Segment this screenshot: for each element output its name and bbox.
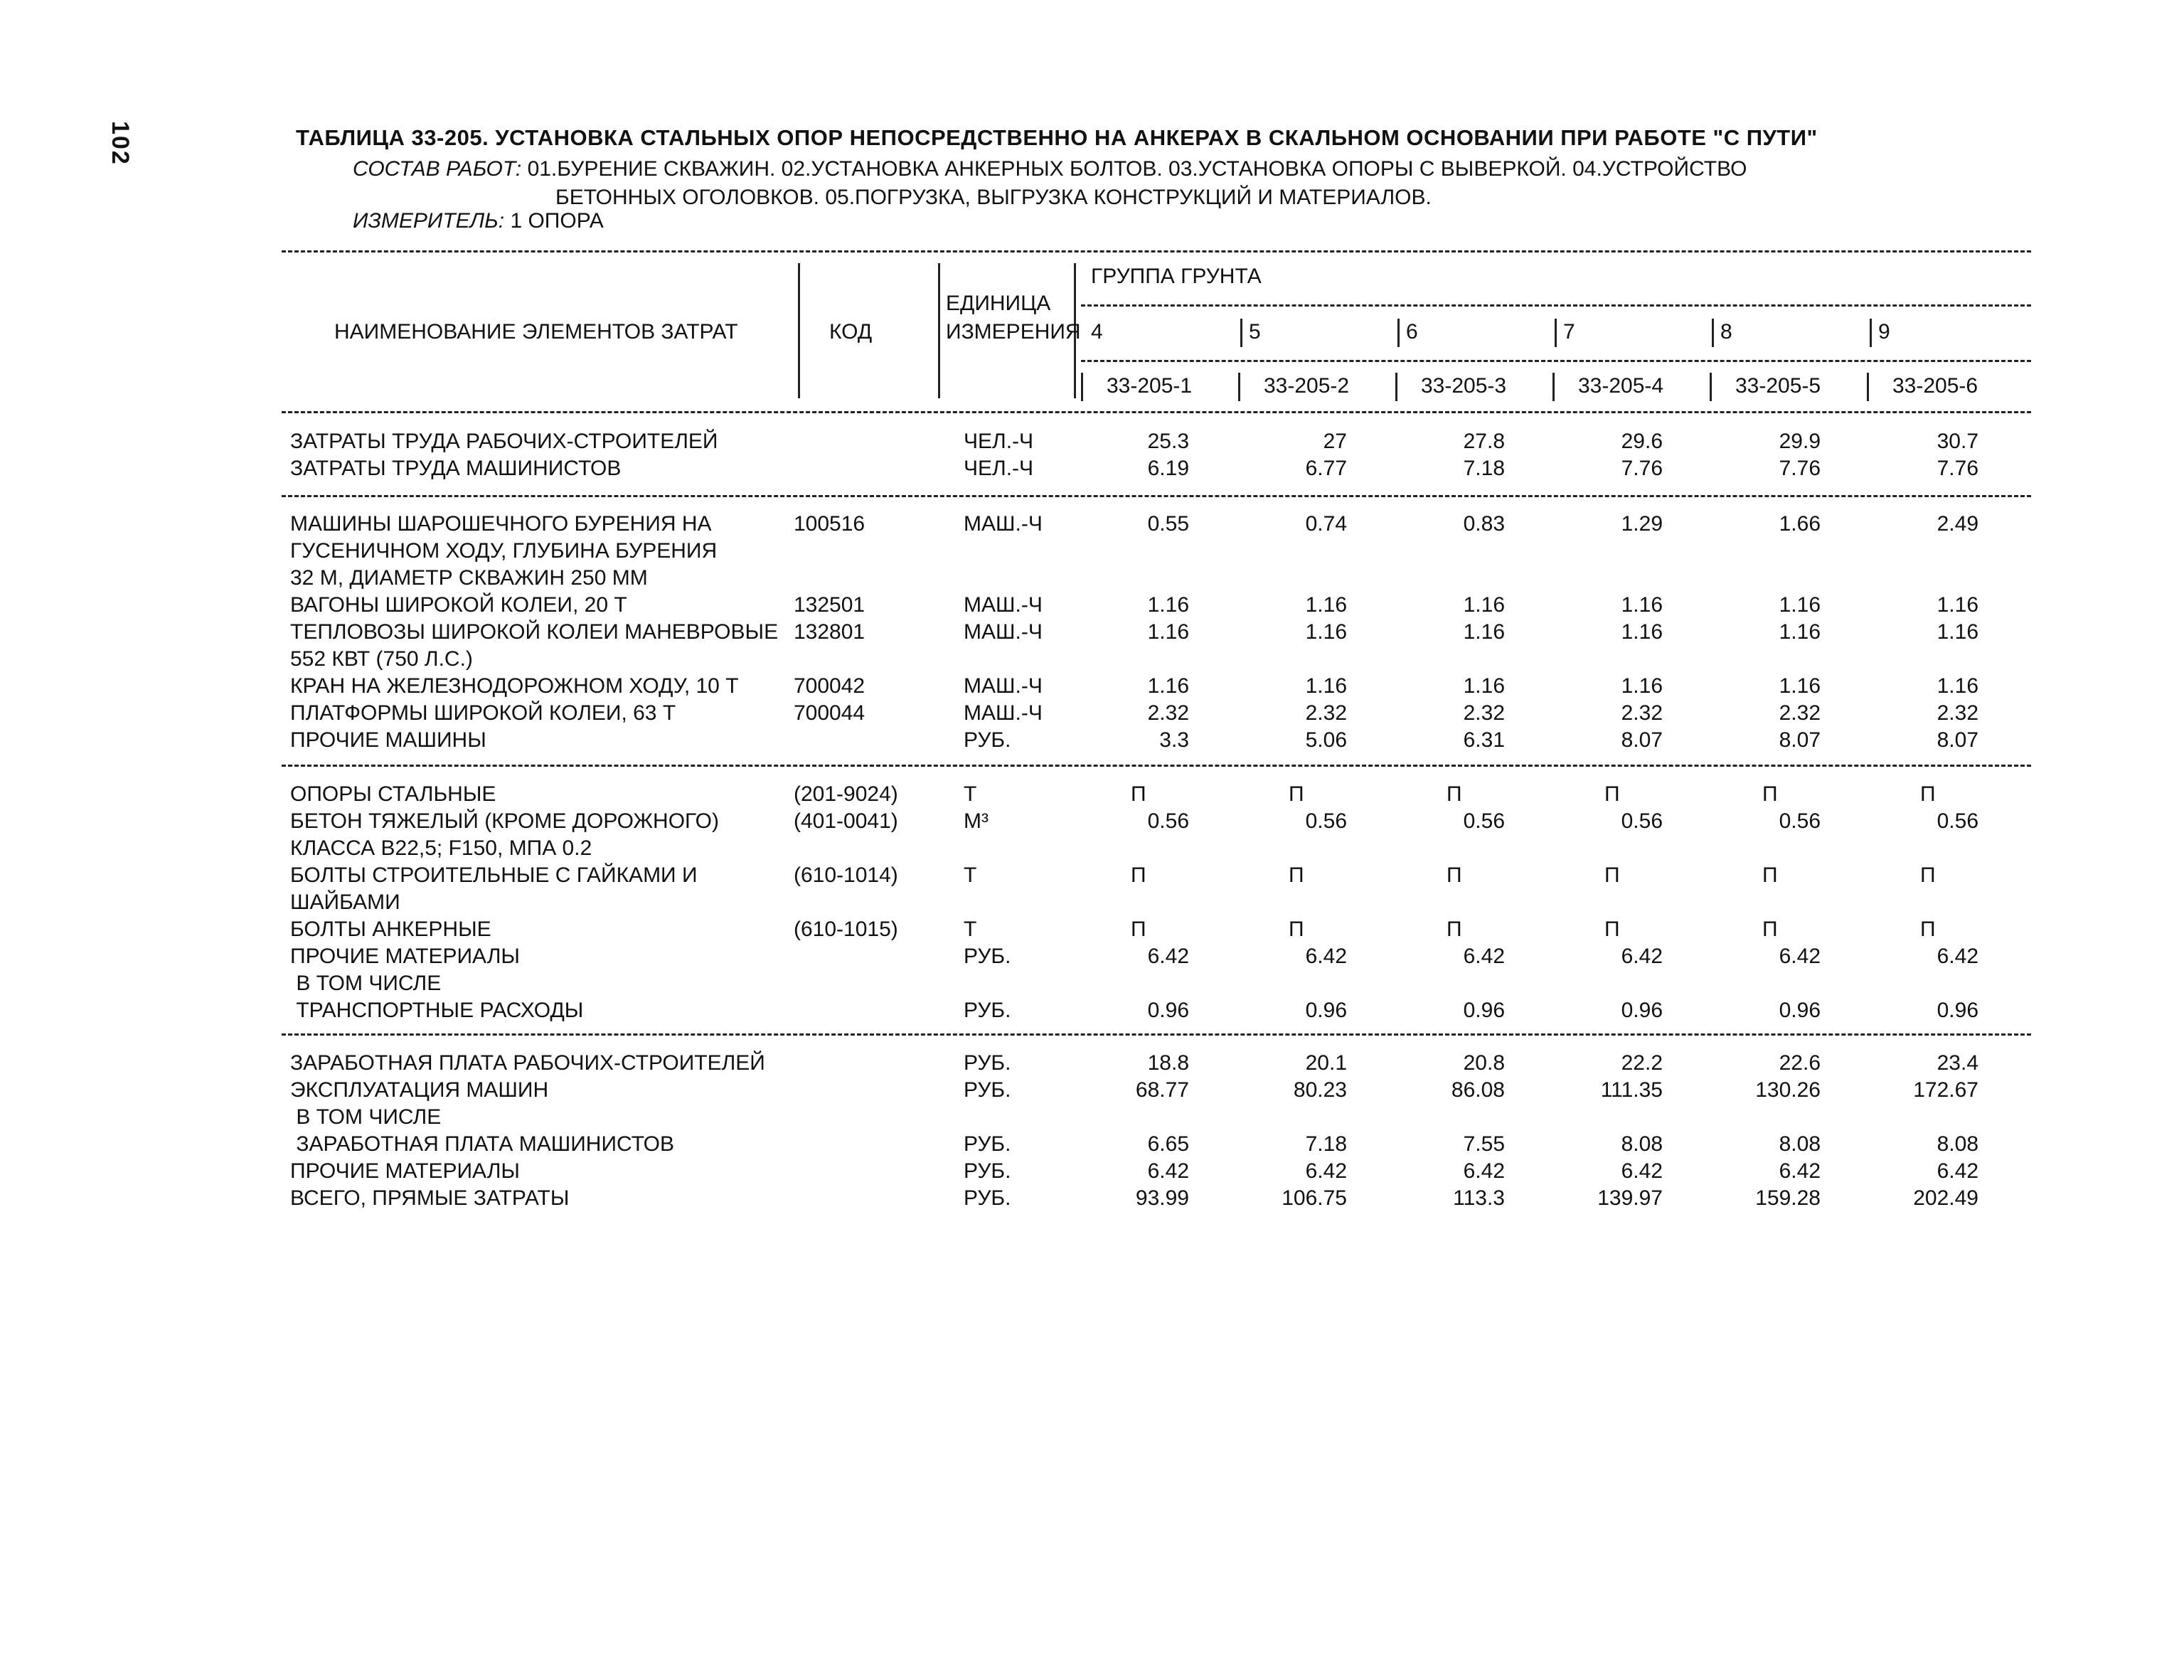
cell-value: П bbox=[1604, 863, 1620, 887]
unit-of-measure: РУБ. bbox=[964, 1186, 1011, 1210]
unit-of-measure: ЧЕЛ.-Ч bbox=[964, 457, 1034, 480]
cell-value: 20.1 bbox=[1305, 1051, 1347, 1075]
cell-value: П bbox=[1762, 863, 1778, 887]
cell-value: 7.76 bbox=[1779, 457, 1821, 480]
measure-value: 1 ОПОРА bbox=[510, 209, 604, 233]
cell-value: 2.32 bbox=[1779, 701, 1821, 725]
cell-value: 172.67 bbox=[1913, 1078, 1978, 1102]
cell-value: 6.42 bbox=[1463, 1159, 1505, 1183]
cell-value: 8.08 bbox=[1937, 1132, 1978, 1156]
header-codes-rule bbox=[1081, 360, 2031, 362]
cell-value: П bbox=[1289, 863, 1304, 887]
resource-code: (401-0041) bbox=[794, 809, 898, 833]
cell-value: 25.3 bbox=[1147, 430, 1189, 453]
cell-value: 1.16 bbox=[1463, 620, 1505, 644]
cell-value: 1.16 bbox=[1305, 593, 1347, 617]
cell-value: 0.56 bbox=[1147, 809, 1189, 833]
header-group-number: 9 bbox=[1878, 320, 1890, 344]
measure bbox=[353, 209, 604, 233]
unit-of-measure: РУБ. bbox=[964, 945, 1011, 968]
cost-item-name: 552 КВТ (750 Л.С.) bbox=[290, 647, 473, 671]
table-row bbox=[0, 945, 2184, 972]
resource-code: (201-9024) bbox=[794, 782, 898, 806]
cell-value: 6.42 bbox=[1937, 945, 1978, 968]
cost-item-name: ВСЕГО, ПРЯМЫЕ ЗАТРАТЫ bbox=[290, 1186, 570, 1210]
table-row bbox=[0, 1078, 2184, 1105]
page-number: 102 bbox=[107, 121, 134, 166]
cell-value: 8.08 bbox=[1621, 1132, 1663, 1156]
section-rule-3 bbox=[282, 1033, 2031, 1036]
table-row bbox=[0, 457, 2184, 484]
header-code-divider bbox=[1395, 373, 1397, 401]
cost-item-name: ПРОЧИЕ МАШИНЫ bbox=[290, 728, 486, 752]
cell-value: 7.18 bbox=[1305, 1132, 1347, 1156]
work-line-1: 01.БУРЕНИЕ СКВАЖИН. 02.УСТАНОВКА АНКЕРНЫХ БОЛТОВ. 03.УСТАНОВКА ОПОРЫ С ВЫВЕРКОЙ. 04.УСТРОЙСТВО bbox=[527, 157, 1747, 181]
cell-value: 29.9 bbox=[1779, 430, 1821, 453]
cell-value: 86.08 bbox=[1451, 1078, 1505, 1102]
cell-value: 80.23 bbox=[1293, 1078, 1347, 1102]
header-unit-line1: ЕДИНИЦА bbox=[946, 292, 1051, 315]
cost-item-name: ГУСЕНИЧНОМ ХОДУ, ГЛУБИНА БУРЕНИЯ bbox=[290, 539, 718, 563]
header-table-code: 33-205-6 bbox=[1892, 374, 1978, 398]
table-row bbox=[0, 647, 2184, 674]
cell-value: 6.42 bbox=[1621, 1159, 1663, 1183]
cell-value: П bbox=[1920, 782, 1936, 806]
cell-value: 0.96 bbox=[1779, 999, 1821, 1022]
header-group-number: 6 bbox=[1406, 320, 1418, 344]
cost-item-name: ПРОЧИЕ МАТЕРИАЛЫ bbox=[290, 945, 520, 968]
cell-value: 22.2 bbox=[1621, 1051, 1663, 1075]
cell-value: П bbox=[1131, 918, 1146, 941]
cell-value: 2.32 bbox=[1147, 701, 1189, 725]
cell-value: 6.42 bbox=[1779, 1159, 1821, 1183]
cell-value: 0.96 bbox=[1621, 999, 1663, 1022]
cell-value: 2.32 bbox=[1463, 701, 1505, 725]
header-table-code: 33-205-5 bbox=[1735, 374, 1821, 398]
cell-value: 202.49 bbox=[1913, 1186, 1978, 1210]
cell-value: 130.26 bbox=[1755, 1078, 1821, 1102]
cell-value: 30.7 bbox=[1937, 430, 1978, 453]
header-group-number: 7 bbox=[1563, 320, 1575, 344]
header-group-divider bbox=[1712, 319, 1714, 347]
header-table-code: 33-205-2 bbox=[1264, 374, 1350, 398]
header-soil-group: ГРУППА ГРУНТА bbox=[1091, 265, 1262, 288]
cost-item-name: ЭКСПЛУАТАЦИЯ МАШИН bbox=[290, 1078, 549, 1102]
table-row bbox=[0, 593, 2184, 620]
table-row bbox=[0, 1132, 2184, 1159]
cell-value: П bbox=[1447, 863, 1462, 887]
header-bottom-rule bbox=[282, 411, 2031, 413]
cell-value: 6.42 bbox=[1937, 1159, 1978, 1183]
table-row bbox=[0, 512, 2184, 539]
cell-value: 6.77 bbox=[1305, 457, 1347, 480]
table-row bbox=[0, 566, 2184, 593]
table-row bbox=[0, 972, 2184, 999]
unit-of-measure: ЧЕЛ.-Ч bbox=[964, 430, 1034, 453]
cell-value: 1.16 bbox=[1147, 620, 1189, 644]
cell-value: 1.16 bbox=[1621, 674, 1663, 698]
cost-item-name: 32 М, ДИАМЕТР СКВАЖИН 250 ММ bbox=[290, 566, 648, 590]
cell-value: 27.8 bbox=[1463, 430, 1505, 453]
table-row bbox=[0, 674, 2184, 701]
header-table-code: 33-205-4 bbox=[1578, 374, 1664, 398]
cell-value: 0.55 bbox=[1147, 512, 1189, 536]
cell-value: 1.16 bbox=[1305, 620, 1347, 644]
cell-value: 7.76 bbox=[1937, 457, 1978, 480]
cell-value: 23.4 bbox=[1937, 1051, 1978, 1075]
resource-code: 700044 bbox=[794, 701, 865, 725]
cost-item-name: БОЛТЫ АНКЕРНЫЕ bbox=[290, 918, 491, 941]
cost-item-name: ТЕПЛОВОЗЫ ШИРОКОЙ КОЛЕИ МАНЕВРОВЫЕ bbox=[290, 620, 779, 644]
cell-value: 1.16 bbox=[1463, 593, 1505, 617]
table-row bbox=[0, 1186, 2184, 1213]
header-unit-line2: ИЗМЕРЕНИЯ bbox=[946, 320, 1081, 344]
cell-value: 0.96 bbox=[1305, 999, 1347, 1022]
cell-value: 1.16 bbox=[1147, 593, 1189, 617]
cell-value: П bbox=[1131, 782, 1146, 806]
cell-value: 5.06 bbox=[1305, 728, 1347, 752]
cell-value: П bbox=[1920, 918, 1936, 941]
cell-value: 20.8 bbox=[1463, 1051, 1505, 1075]
header-code-divider bbox=[1552, 373, 1555, 401]
section-rule-1 bbox=[282, 495, 2031, 497]
cell-value: 1.16 bbox=[1779, 593, 1821, 617]
cell-value: 1.16 bbox=[1779, 620, 1821, 644]
cell-value: 0.56 bbox=[1463, 809, 1505, 833]
cell-value: 3.3 bbox=[1159, 728, 1189, 752]
cost-item-name: ВАГОНЫ ШИРОКОЙ КОЛЕИ, 20 Т bbox=[290, 593, 627, 617]
cell-value: 6.42 bbox=[1305, 1159, 1347, 1183]
unit-of-measure: РУБ. bbox=[964, 1132, 1011, 1156]
cell-value: 1.16 bbox=[1463, 674, 1505, 698]
cell-value: П bbox=[1447, 782, 1462, 806]
unit-of-measure: РУБ. bbox=[964, 1078, 1011, 1102]
table-row bbox=[0, 809, 2184, 836]
unit-of-measure: МАШ.-Ч bbox=[964, 701, 1043, 725]
header-divider-name bbox=[798, 263, 800, 398]
cost-item-name: ЗАТРАТЫ ТРУДА РАБОЧИХ-СТРОИТЕЛЕЙ bbox=[290, 430, 718, 453]
header-group-divider bbox=[1240, 319, 1242, 347]
unit-of-measure: МАШ.-Ч bbox=[964, 674, 1043, 698]
cell-value: 2.32 bbox=[1621, 701, 1663, 725]
unit-of-measure: РУБ. bbox=[964, 999, 1011, 1022]
cell-value: 7.18 bbox=[1463, 457, 1505, 480]
cell-value: П bbox=[1762, 782, 1778, 806]
cell-value: 7.55 bbox=[1463, 1132, 1505, 1156]
work-label: СОСТАВ РАБОТ: bbox=[353, 157, 522, 181]
unit-of-measure: РУБ. bbox=[964, 728, 1011, 752]
cost-item-name: ШАЙБАМИ bbox=[290, 890, 400, 914]
cell-value: 6.42 bbox=[1305, 945, 1347, 968]
cost-item-name: ТРАНСПОРТНЫЕ РАСХОДЫ bbox=[290, 999, 584, 1022]
cell-value: П bbox=[1289, 918, 1304, 941]
cell-value: П bbox=[1762, 918, 1778, 941]
unit-of-measure: РУБ. bbox=[964, 1051, 1011, 1075]
header-divider-code bbox=[938, 263, 940, 398]
cell-value: 6.42 bbox=[1621, 945, 1663, 968]
cell-value: 0.56 bbox=[1937, 809, 1978, 833]
header-group-rule bbox=[1081, 304, 2031, 307]
cell-value: 1.16 bbox=[1621, 620, 1663, 644]
cost-item-name: БОЛТЫ СТРОИТЕЛЬНЫЕ С ГАЙКАМИ И bbox=[290, 863, 698, 887]
unit-of-measure: РУБ. bbox=[964, 1159, 1011, 1183]
unit-of-measure: Т bbox=[964, 918, 977, 941]
cell-value: 111.35 bbox=[1600, 1078, 1663, 1102]
cell-value: 68.77 bbox=[1135, 1078, 1189, 1102]
cell-value: П bbox=[1604, 782, 1620, 806]
table-row bbox=[0, 890, 2184, 918]
work-line-2: БЕТОННЫХ ОГОЛОВКОВ. 05.ПОГРУЗКА, ВЫГРУЗКА КОНСТРУКЦИЙ И МАТЕРИАЛОВ. bbox=[555, 186, 1432, 209]
cost-item-name: ЗАРАБОТНАЯ ПЛАТА РАБОЧИХ-СТРОИТЕЛЕЙ bbox=[290, 1051, 765, 1075]
cell-value: 6.19 bbox=[1147, 457, 1189, 480]
cell-value: 1.66 bbox=[1779, 512, 1821, 536]
header-name: НАИМЕНОВАНИЕ ЭЛЕМЕНТОВ ЗАТРАТ bbox=[334, 320, 738, 344]
cost-item-name: В ТОМ ЧИСЛЕ bbox=[290, 972, 442, 995]
cell-value: 7.76 bbox=[1621, 457, 1663, 480]
table-row bbox=[0, 782, 2184, 809]
cost-item-name: КЛАССА В22,5; F150, МПА 0.2 bbox=[290, 836, 592, 860]
cost-item-name: БЕТОН ТЯЖЕЛЫЙ (КРОМЕ ДОРОЖНОГО) bbox=[290, 809, 719, 833]
cell-value: 8.08 bbox=[1779, 1132, 1821, 1156]
cell-value: 1.16 bbox=[1937, 620, 1978, 644]
cell-value: 8.07 bbox=[1937, 728, 1978, 752]
resource-code: 132801 bbox=[794, 620, 865, 644]
cell-value: 29.6 bbox=[1621, 430, 1663, 453]
cell-value: 27 bbox=[1323, 430, 1347, 453]
cell-value: 18.8 bbox=[1147, 1051, 1189, 1075]
cell-value: 1.16 bbox=[1779, 674, 1821, 698]
table-row bbox=[0, 1051, 2184, 1078]
cell-value: 6.42 bbox=[1147, 1159, 1189, 1183]
cell-value: 8.07 bbox=[1621, 728, 1663, 752]
cell-value: П bbox=[1604, 918, 1620, 941]
unit-of-measure: МАШ.-Ч bbox=[964, 593, 1043, 617]
cell-value: 6.42 bbox=[1779, 945, 1821, 968]
cell-value: 1.16 bbox=[1147, 674, 1189, 698]
table-row bbox=[0, 999, 2184, 1026]
cell-value: 0.96 bbox=[1463, 999, 1505, 1022]
cell-value: 0.56 bbox=[1305, 809, 1347, 833]
unit-of-measure: Т bbox=[964, 782, 977, 806]
cost-item-name: ПРОЧИЕ МАТЕРИАЛЫ bbox=[290, 1159, 520, 1183]
cell-value: 6.42 bbox=[1147, 945, 1189, 968]
cell-value: 139.97 bbox=[1597, 1186, 1663, 1210]
table-title: ТАБЛИЦА 33-205. УСТАНОВКА СТАЛЬНЫХ ОПОР НЕПОСРЕДСТВЕННО НА АНКЕРАХ В СКАЛЬНОМ ОСНОВАНИИ ПРИ РАБОТЕ "С ПУТИ" bbox=[296, 125, 1818, 150]
unit-of-measure: МАШ.-Ч bbox=[964, 620, 1043, 644]
cell-value: 6.42 bbox=[1463, 945, 1505, 968]
work-composition bbox=[353, 155, 1747, 212]
cell-value: 1.29 bbox=[1621, 512, 1663, 536]
header-code-divider bbox=[1867, 373, 1869, 401]
cost-item-name: ПЛАТФОРМЫ ШИРОКОЙ КОЛЕИ, 63 Т bbox=[290, 701, 676, 725]
cell-value: 0.74 bbox=[1305, 512, 1347, 536]
cell-value: 0.56 bbox=[1779, 809, 1821, 833]
header-group-number: 5 bbox=[1249, 320, 1261, 344]
cell-value: 93.99 bbox=[1135, 1186, 1189, 1210]
table-row bbox=[0, 701, 2184, 728]
cell-value: 1.16 bbox=[1305, 674, 1347, 698]
cell-value: 0.83 bbox=[1463, 512, 1505, 536]
cell-value: 2.32 bbox=[1305, 701, 1347, 725]
cost-item-name: В ТОМ ЧИСЛЕ bbox=[290, 1105, 442, 1129]
cell-value: П bbox=[1289, 782, 1304, 806]
cell-value: П bbox=[1920, 863, 1936, 887]
resource-code: 100516 bbox=[794, 512, 865, 536]
cell-value: 2.49 bbox=[1937, 512, 1978, 536]
unit-of-measure: Т bbox=[964, 863, 977, 887]
cell-value: П bbox=[1131, 863, 1146, 887]
cell-value: 0.56 bbox=[1621, 809, 1663, 833]
unit-of-measure: М³ bbox=[964, 809, 989, 833]
table-row bbox=[0, 918, 2184, 945]
section-rule-2 bbox=[282, 765, 2031, 767]
resource-code: 132501 bbox=[794, 593, 865, 617]
header-table-code: 33-205-1 bbox=[1107, 374, 1193, 398]
header-table-code: 33-205-3 bbox=[1421, 374, 1507, 398]
header-group-divider bbox=[1397, 319, 1400, 347]
cost-item-name: ОПОРЫ СТАЛЬНЫЕ bbox=[290, 782, 496, 806]
table-row bbox=[0, 1105, 2184, 1132]
table-row bbox=[0, 539, 2184, 566]
cell-value: 0.96 bbox=[1937, 999, 1978, 1022]
table-row bbox=[0, 620, 2184, 647]
header-group-divider bbox=[1555, 319, 1557, 347]
cell-value: 1.16 bbox=[1621, 593, 1663, 617]
table-row bbox=[0, 430, 2184, 457]
cell-value: 6.31 bbox=[1463, 728, 1505, 752]
cost-item-name: ЗАРАБОТНАЯ ПЛАТА МАШИНИСТОВ bbox=[290, 1132, 675, 1156]
cell-value: 159.28 bbox=[1755, 1186, 1821, 1210]
cell-value: 0.96 bbox=[1147, 999, 1189, 1022]
cell-value: 1.16 bbox=[1937, 593, 1978, 617]
cell-value: 106.75 bbox=[1282, 1186, 1347, 1210]
resource-code: (610-1014) bbox=[794, 863, 898, 887]
cell-value: П bbox=[1447, 918, 1462, 941]
header-group-divider bbox=[1870, 319, 1872, 347]
table-row bbox=[0, 836, 2184, 863]
header-group-number: 8 bbox=[1720, 320, 1732, 344]
measure-label: ИЗМЕРИТЕЛЬ: bbox=[353, 209, 505, 233]
header-top-rule bbox=[282, 250, 2031, 252]
cell-value: 1.16 bbox=[1937, 674, 1978, 698]
cell-value: 22.6 bbox=[1779, 1051, 1821, 1075]
cell-value: 2.32 bbox=[1937, 701, 1978, 725]
cell-value: 6.65 bbox=[1147, 1132, 1189, 1156]
resource-code: 700042 bbox=[794, 674, 865, 698]
header-code-divider bbox=[1238, 373, 1240, 401]
table-row bbox=[0, 728, 2184, 755]
header-code-divider bbox=[1710, 373, 1712, 401]
cost-item-name: ЗАТРАТЫ ТРУДА МАШИНИСТОВ bbox=[290, 457, 622, 480]
cell-value: 8.07 bbox=[1779, 728, 1821, 752]
unit-of-measure: МАШ.-Ч bbox=[964, 512, 1043, 536]
header-group-number: 4 bbox=[1091, 320, 1103, 344]
table-row bbox=[0, 863, 2184, 890]
header-code-divider bbox=[1081, 373, 1083, 401]
resource-code: (610-1015) bbox=[794, 918, 898, 941]
cost-item-name: КРАН НА ЖЕЛЕЗНОДОРОЖНОМ ХОДУ, 10 Т bbox=[290, 674, 739, 698]
header-code: КОД bbox=[829, 320, 873, 344]
cost-item-name: МАШИНЫ ШАРОШЕЧНОГО БУРЕНИЯ НА bbox=[290, 512, 712, 536]
table-row bbox=[0, 1159, 2184, 1186]
cell-value: 113.3 bbox=[1453, 1186, 1505, 1210]
